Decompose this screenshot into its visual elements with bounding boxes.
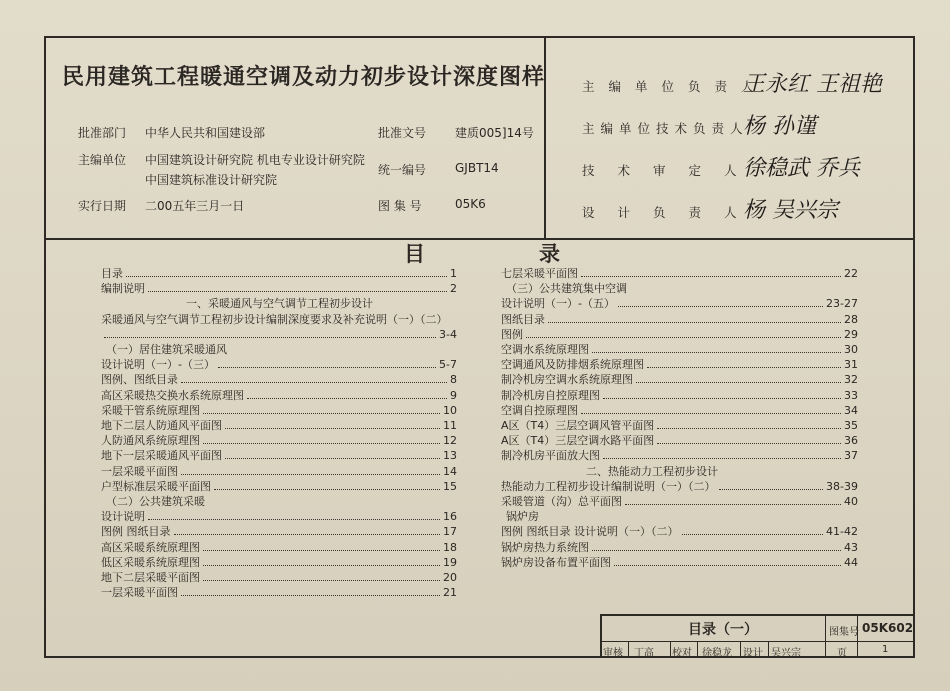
toc-entry[interactable] xyxy=(101,570,457,586)
editor-value-2: 中国建筑标准设计研究院 xyxy=(145,173,278,187)
dot-leader xyxy=(181,595,440,596)
toc-entry-page: 34 xyxy=(844,403,858,417)
toc-entry[interactable] xyxy=(101,357,457,373)
tb-divider xyxy=(768,641,769,658)
toc-entry-page: 17 xyxy=(443,525,457,539)
toc-entry-title: 户型标准层采暖平面图 xyxy=(101,479,211,493)
toc-entry[interactable] xyxy=(101,281,457,297)
dot-leader xyxy=(203,550,440,551)
toc-entry[interactable] xyxy=(101,327,457,343)
signature-designer: 杨 吴兴宗 xyxy=(743,198,838,223)
toc-entry-title: 制冷机房自控原理图 xyxy=(501,388,600,402)
toc-entry-page: 38-39 xyxy=(826,479,858,493)
toc-entry[interactable] xyxy=(501,403,858,419)
toc-entry-title: 图例 xyxy=(501,327,523,341)
toc-entry[interactable] xyxy=(101,540,457,556)
toc-entry-page: 21 xyxy=(443,586,457,600)
toc-entry-title: 七层采暖平面图 xyxy=(501,267,578,280)
toc-entry-title: 一层采暖平面图 xyxy=(101,586,178,600)
toc-entry-page: 35 xyxy=(844,419,858,432)
toc-entry[interactable] xyxy=(101,464,457,480)
title-block-top xyxy=(600,614,915,616)
toc-entry[interactable] xyxy=(501,479,858,495)
check-name: 徐稳龙 xyxy=(702,648,732,659)
toc-entry[interactable] xyxy=(501,540,858,556)
toc-entry-title: A区（T4）三层空调风管平面图 xyxy=(501,419,655,432)
design-label: 设计 xyxy=(743,648,763,659)
toc-entry[interactable] xyxy=(501,448,858,464)
toc-entry-title: 设计说明（一）-（三） xyxy=(101,358,215,372)
toc-entry-title: 采暖干管系统原理图 xyxy=(101,403,200,417)
dot-leader xyxy=(618,306,823,307)
dot-leader xyxy=(203,443,440,444)
toc-entry-title: 空调自控原理图 xyxy=(501,403,578,417)
toc-entry[interactable] xyxy=(101,418,457,434)
toc-entry-page: 43 xyxy=(844,540,858,554)
check-label: 校对 xyxy=(672,648,692,659)
toc-entry-title: 采暖管道（沟）总平面图 xyxy=(501,495,622,508)
dot-leader xyxy=(225,428,440,429)
title-block-mid xyxy=(600,641,915,642)
toc-entry-page: 41-42 xyxy=(826,525,858,539)
toc-entry-page: 3-4 xyxy=(439,327,457,341)
toc-entry-title: 目录 xyxy=(101,267,123,280)
toc-entry[interactable] xyxy=(101,388,457,404)
toc-section-heading: （二）公共建筑采暖 xyxy=(106,495,205,508)
toc-entry-title: 热能动力工程初步设计编制说明（一）（二） xyxy=(501,479,716,493)
toc-entry-page: 5-7 xyxy=(439,358,457,372)
toc-entry-title: 高区采暖系统原理图 xyxy=(101,540,200,554)
editor-value-1: 中国建筑设计研究院 机电专业设计研究院 xyxy=(145,153,365,167)
toc-section-heading: 一、采暖通风与空气调节工程初步设计 xyxy=(186,297,373,311)
tb-divider xyxy=(628,641,629,658)
toc-entry-page: 32 xyxy=(844,373,858,387)
dot-leader xyxy=(247,398,447,399)
dot-leader xyxy=(526,337,841,338)
dot-leader xyxy=(203,413,440,414)
signature-tech-lead: 杨 孙谨 xyxy=(743,114,816,139)
date-label: 实行日期 xyxy=(78,199,127,213)
tb-divider xyxy=(740,641,741,658)
toc-entry-page: 31 xyxy=(844,358,858,372)
atlas-value: 05K6 xyxy=(455,197,486,211)
dot-leader xyxy=(181,382,447,383)
toc-heading-mu: 目 xyxy=(404,242,425,266)
dot-leader xyxy=(174,534,441,535)
toc-entry-page: 8 xyxy=(450,373,457,387)
toc-entry-page: 15 xyxy=(443,479,457,493)
toc-entry-page: 40 xyxy=(844,495,858,508)
toc-entry[interactable] xyxy=(501,524,858,540)
toc-entry[interactable] xyxy=(101,524,457,540)
editor-label: 主编单位 xyxy=(78,153,127,167)
toc-entry-page: 13 xyxy=(443,449,457,463)
toc-entry[interactable] xyxy=(101,448,457,464)
dot-leader xyxy=(581,276,841,277)
toc-entry-title: 采暖通风与空气调节工程初步设计编制深度要求及补充说明（一）（二） xyxy=(101,312,448,326)
tb-divider xyxy=(697,641,698,658)
title-block-left xyxy=(600,614,602,658)
toc-entry-page: 33 xyxy=(844,388,858,402)
dot-leader xyxy=(203,580,440,581)
toc-entry-title: 编制说明 xyxy=(101,282,145,296)
dept-label: 批准部门 xyxy=(78,126,127,140)
toc-entry[interactable] xyxy=(101,585,457,601)
toc-entry-page: 28 xyxy=(844,312,858,326)
dot-leader xyxy=(126,276,447,277)
title-block-atlas-label: 图集号 xyxy=(829,627,859,638)
toc-entry-title: 图例 图纸目录 设计说明（一）（二） xyxy=(501,525,679,539)
toc-entry[interactable] xyxy=(101,403,457,419)
doc-value: 建质005]14号 xyxy=(455,126,534,140)
page-label: 页 xyxy=(837,648,847,659)
toc-entry-page: 2 xyxy=(450,282,457,296)
toc-entry[interactable] xyxy=(501,312,858,328)
serial-value: GJBT14 xyxy=(455,161,499,175)
toc-entry-page: 18 xyxy=(443,540,457,554)
toc-entry-page: 36 xyxy=(844,434,858,448)
dot-leader xyxy=(203,565,440,566)
dot-leader xyxy=(548,322,841,323)
toc-entry-page: 9 xyxy=(450,388,457,402)
title-block-col1 xyxy=(825,614,826,658)
dot-leader xyxy=(104,337,436,338)
toc-entry[interactable] xyxy=(101,433,457,449)
dot-leader xyxy=(625,504,841,505)
toc-entry-title: 锅炉房热力系统图 xyxy=(501,540,589,554)
review-label: 审核 xyxy=(603,648,623,659)
toc-entry-title: 图例 图纸目录 xyxy=(101,525,171,539)
toc-entry-page: 29 xyxy=(844,327,858,341)
toc-entry-title: 图例、图纸目录 xyxy=(101,373,178,387)
toc-entry[interactable] xyxy=(501,327,858,343)
toc-entry-title: 制冷机房平面放大图 xyxy=(501,449,600,463)
toc-entry-page: 1 xyxy=(450,267,457,280)
toc-entry[interactable] xyxy=(501,555,858,571)
toc-entry-page: 30 xyxy=(844,343,858,356)
toc-entry[interactable] xyxy=(501,296,858,312)
toc-heading-lu: 录 xyxy=(539,242,560,266)
toc-entry[interactable] xyxy=(501,266,858,282)
toc-entry[interactable] xyxy=(101,312,457,328)
date-value: 二00五年三月一日 xyxy=(145,199,245,213)
toc-entry[interactable] xyxy=(501,494,858,510)
dot-leader xyxy=(148,519,440,520)
toc-entry-title: 空调通风及防排烟系统原理图 xyxy=(501,358,644,372)
toc-entry[interactable] xyxy=(101,372,457,388)
toc-entry[interactable] xyxy=(101,479,457,495)
dot-leader xyxy=(636,382,841,383)
toc-entry[interactable] xyxy=(501,418,858,434)
toc-entry-title: 地下二层采暖平面图 xyxy=(101,571,200,584)
role-chief-editor: 主编单位负责人 xyxy=(582,79,768,94)
toc-entry-title: 设计说明 xyxy=(101,510,145,524)
toc-entry-page: 20 xyxy=(443,571,457,584)
toc-entry-page: 19 xyxy=(443,555,457,569)
toc-entry[interactable] xyxy=(501,342,858,358)
toc-entry[interactable] xyxy=(101,509,457,525)
toc-entry-page: 14 xyxy=(443,464,457,478)
toc-section-heading: （一）居住建筑采暖通风 xyxy=(106,343,227,356)
toc-entry-page: 37 xyxy=(844,449,858,463)
dot-leader xyxy=(218,367,436,368)
role-reviewer: 技术审定人 xyxy=(582,163,760,178)
toc-entry-title: 制冷机房空调水系统原理图 xyxy=(501,373,633,387)
toc-entry-page: 22 xyxy=(844,267,858,280)
toc-entry-title: 图纸目录 xyxy=(501,312,545,326)
title-block-atlas-no: 05K602 xyxy=(862,621,914,635)
dot-leader xyxy=(614,565,841,566)
toc-entry[interactable] xyxy=(501,357,858,373)
toc-entry-title: 高区采暖热交换水系统原理图 xyxy=(101,388,244,402)
dot-leader xyxy=(181,474,440,475)
toc-entry-page: 10 xyxy=(443,403,457,417)
page-no: 1 xyxy=(882,644,889,655)
title-block-sheet-title: 目录（一） xyxy=(688,622,758,638)
toc-entry-title: 锅炉房设备布置平面图 xyxy=(501,555,611,569)
toc-entry-title: 一层采暖平面图 xyxy=(101,464,178,478)
dot-leader xyxy=(657,443,841,444)
header-divider xyxy=(44,238,915,240)
signature-reviewer: 徐稳武 乔兵 xyxy=(743,156,860,181)
document-title: 民用建筑工程暖通空调及动力初步设计深度图样 xyxy=(62,65,546,90)
dot-leader xyxy=(647,367,841,368)
toc-section-heading: （三）公共建筑集中空调 xyxy=(506,282,627,296)
doc-label: 批准文号 xyxy=(378,126,427,140)
dot-leader xyxy=(225,458,440,459)
toc-entry-title: 低区采暖系统原理图 xyxy=(101,555,200,569)
design-name: 吴兴宗 xyxy=(771,648,801,659)
toc-section-heading: 锅炉房 xyxy=(506,510,539,524)
dept-value: 中华人民共和国建设部 xyxy=(145,126,266,140)
atlas-label: 图 集 号 xyxy=(378,199,422,213)
role-tech-lead: 主编单位技术负责人 xyxy=(582,121,749,136)
toc-entry-title: 地下一层采暖通风平面图 xyxy=(101,449,222,463)
dot-leader xyxy=(592,352,841,353)
toc-entry-page: 23-27 xyxy=(826,297,858,311)
toc-section-heading: 二、热能动力工程初步设计 xyxy=(586,464,718,478)
toc-entry-page: 12 xyxy=(443,434,457,448)
tb-divider xyxy=(670,641,671,658)
toc-entry-title: 人防通风系统原理图 xyxy=(101,434,200,448)
dot-leader xyxy=(592,550,841,551)
toc-entry[interactable] xyxy=(501,372,858,388)
dot-leader xyxy=(581,413,841,414)
toc-entry[interactable] xyxy=(101,266,457,282)
toc-entry-title: 空调水系统原理图 xyxy=(501,343,589,356)
toc-entry-title: 地下二层人防通风平面图 xyxy=(101,419,222,432)
toc-entry-title: A区（T4）三层空调水路平面图 xyxy=(501,434,655,448)
toc-entry-page: 16 xyxy=(443,510,457,524)
serial-label: 统一编号 xyxy=(378,163,427,177)
toc-entry[interactable] xyxy=(501,433,858,449)
dot-leader xyxy=(603,398,841,399)
signature-chief-editor: 王永红 王祖艳 xyxy=(743,72,882,97)
toc-entry-page: 11 xyxy=(443,419,457,432)
toc-entry[interactable] xyxy=(101,555,457,571)
toc-entry[interactable] xyxy=(501,388,858,404)
dot-leader xyxy=(148,291,447,292)
review-name: 丁高 xyxy=(634,648,654,659)
toc-entry-title: 设计说明（一）-（五） xyxy=(501,297,615,311)
dot-leader xyxy=(214,489,440,490)
dot-leader xyxy=(682,534,824,535)
dot-leader xyxy=(603,458,841,459)
toc-entry-page: 44 xyxy=(844,555,858,569)
dot-leader xyxy=(657,428,841,429)
role-designer: 设计负责人 xyxy=(582,205,760,220)
dot-leader xyxy=(719,489,824,490)
